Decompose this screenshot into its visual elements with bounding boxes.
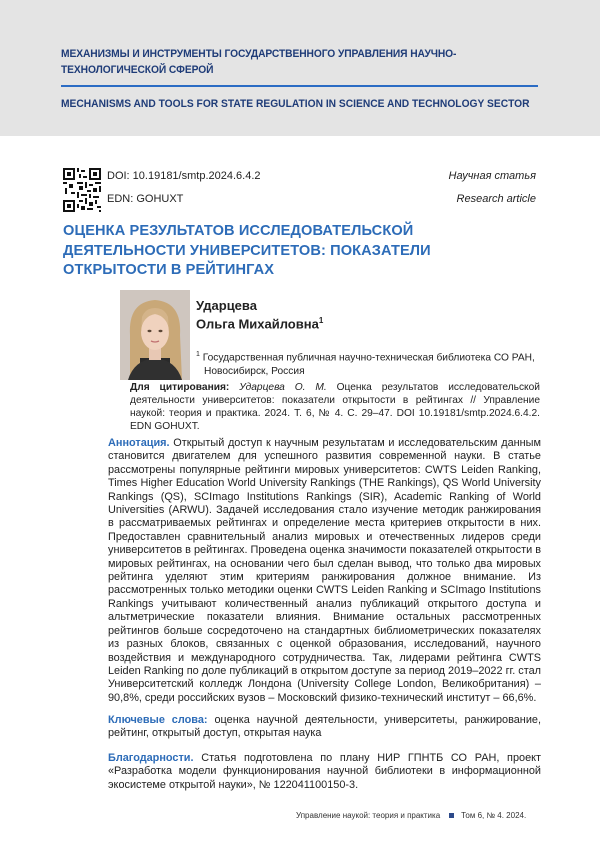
abstract-block [108,437,541,705]
article-title: ОЦЕНКА РЕЗУЛЬТАТОВ ИССЛЕДОВАТЕЛЬСКОЙ ДЕЯТЕЛЬНОСТИ УНИВЕРСИТЕТОВ: ПОКАЗАТЕЛИ ОТКРЫТОСТИ В РЕЙТИНГАХ [63,223,431,278]
section-title-en: MECHANISMS AND TOOLS FOR STATE REGULATION IN SCIENCE AND TECHNOLOGY SECTOR [61,98,530,110]
affiliation-line-2: Новосибирск, Россия [204,365,305,377]
author-photo [120,290,190,380]
abstract-label: Аннотация. [108,437,170,449]
header-divider [61,85,538,87]
author-affiliation-marker: 1 [318,316,324,325]
section-title-ru: МЕХАНИЗМЫ И ИНСТРУМЕНТЫ ГОСУДАРСТВЕННОГО УПРАВЛЕНИЯ НАУЧНО-ТЕХНОЛОГИЧЕСКОЙ СФЕРОЙ [61,48,457,76]
acknowledgements-label: Благодарности. [108,752,194,764]
edn-code: EDN: GOHUXT [107,193,184,205]
abstract-text: Открытый доступ к научным результатам и исследовательским данным становится двигателем для успешного развития современной науки. В статье рассмотрены популярные рейтинги мировых университетов: CWTS Leiden Ranking, Times Higher Education World University Rankings (THE Rankings), QS World University Rankings (QS), SCImago Institutions Rankings (SIR), Academic Ranking of World Universities (ARWU). Задачей исследования стало изучение методик ранжирования в рассматриваемых рейтингах и определение места критериев открытости в них. Предоставлен сравнительный анализ мировых и отечественных лидеров среди университетов в рейтингах. Проведена оценка значимости показателей открытости в мировых рейтингах, на основании чего был сделан вывод, что только два мировых рейтинга уделяют этим критериям ранжирования должное внимание. Из рассмотренных только методики оценки CWTS Leiden Ranking и SCImago Institutions Rankings учитывают количественный анализ публикаций открытого доступа и альтметрические показатели влияния. Внимание остальных рассмотренных рейтингов больше сосредоточено на стандартных библиометрических показателях из разных блоков, связанных с оценкой образования, исследований, научного воздействия и международного сотрудничества. Так, лидерами рейтинга CWTS Leiden Ranking по доле публикаций в открытом доступе за период 2019–2022 гг. стал Университетский колледж Лондона (University College London, Великобритания) – 90,8%, среди российских вузов – Московский физико-технический институт – 66,6%. [108,437,541,704]
author-affiliation [196,348,556,378]
acknowledgements-text: Статья подготовлена по плану НИР ГПНТБ СО РАН, проект «Разработка модели функционирования научной библиотеки в информационной экосистеме открытой науки», № 122041100150-3. [108,752,541,791]
affiliation-marker: 1 [196,351,200,358]
footer-separator-icon [449,813,454,818]
citation-author: Ударцева О. М. [239,382,327,393]
author-given-name: Ольга Михайловна [196,316,319,332]
footer-issue: Том 6, № 4. 2024. [461,811,527,820]
keywords-block [108,714,541,741]
page-footer [296,810,526,822]
article-type-ru: Научная статья [448,170,536,182]
citation-text: Оценка результатов исследовательской деятельности университетов: показатели открытости в рейтингах // Управление наукой: теория и практика. 2024. Т. 6, № 4. С. 29–47. DOI 10.19181/smtp.2024.6.4.2. EDN GOHUXT. [130,382,540,432]
acknowledgements-block [108,752,541,792]
author-surname: Ударцева [196,298,257,313]
author-name [196,313,323,331]
citation-label: Для цитирования: [130,382,230,393]
citation-block [130,381,540,433]
keywords-label: Ключевые слова: [108,714,208,726]
affiliation-line-1: Государственная публичная научно-техническая библиотека СО РАН, [202,352,535,364]
article-type-en: Research article [456,193,536,205]
qr-code [63,168,101,212]
keywords-text: оценка научной деятельности, университеты, ранжирование, рейтинг, открытый доступ, открытая наука [108,714,541,740]
doi-link[interactable]: DOI: 10.19181/smtp.2024.6.4.2 [107,170,261,182]
footer-journal: Управление наукой: теория и практика [296,811,441,820]
